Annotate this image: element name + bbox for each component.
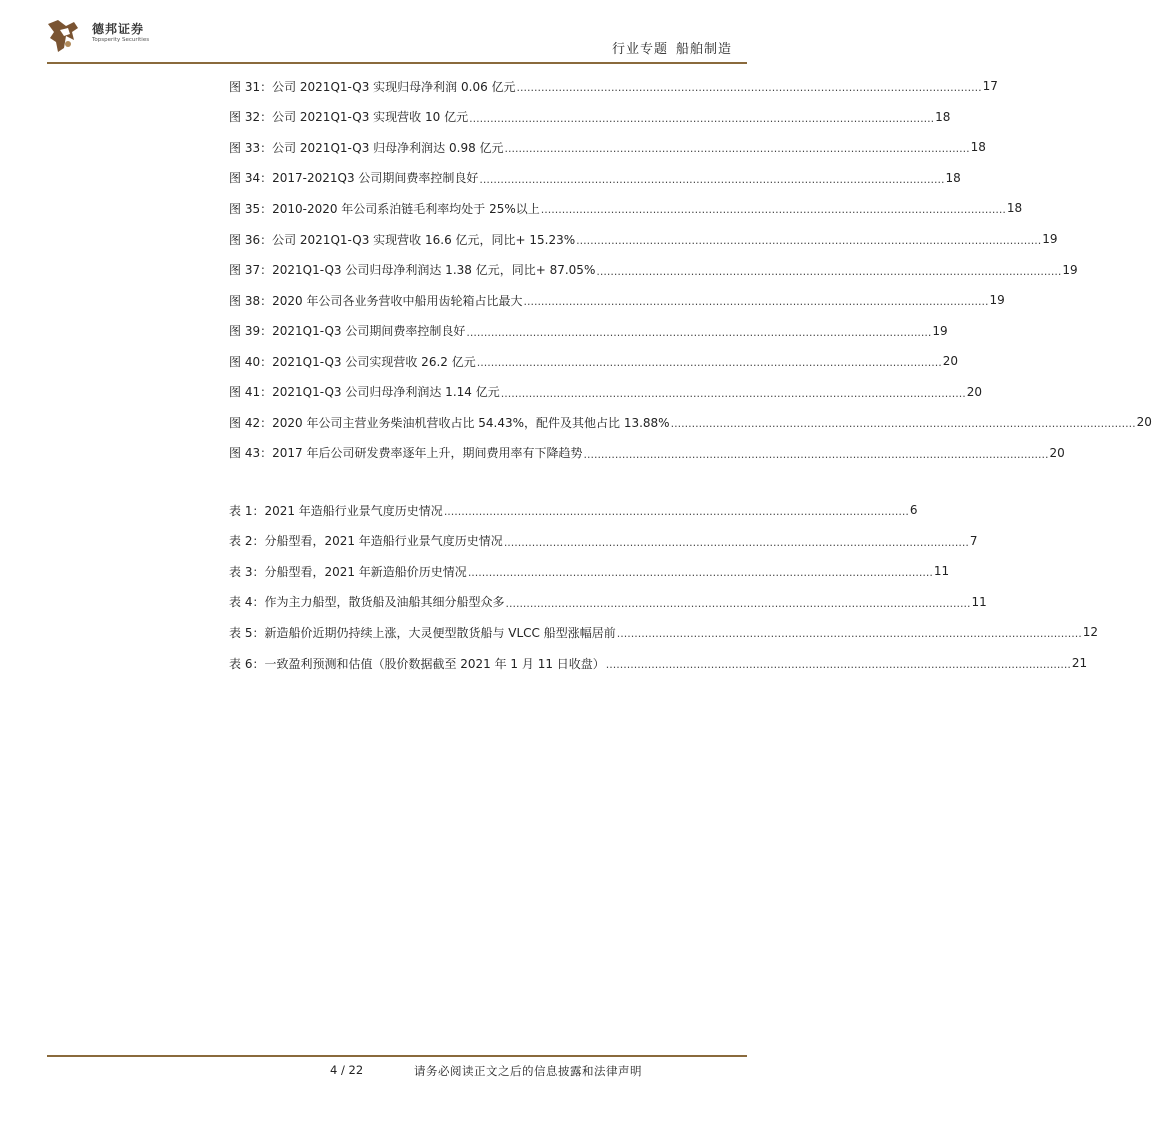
table-page: 12 [1082, 625, 1099, 640]
figure-page: 19 [1062, 262, 1078, 277]
figure-entry[interactable] [229, 376, 983, 407]
figure-title: 图 43：2017 年后公司研发费率逐年上升，期间费用率有下降趋势 [229, 446, 583, 461]
figure-entry[interactable] [229, 407, 1152, 438]
figure-entry[interactable] [229, 132, 986, 163]
figure-title: 图 31：公司 2021Q1-Q3 实现归母净利润 0.06 亿元 [229, 79, 516, 94]
figure-entry[interactable] [229, 254, 1078, 285]
table-entry[interactable] [229, 587, 987, 618]
legal-disclaimer: 请务必阅读正文之后的信息披露和法律声明 [414, 1064, 642, 1078]
leader-dots: ..................................................................................................................................... [505, 596, 971, 610]
table-page: 7 [969, 533, 978, 548]
table-title: 表 3：分船型看，2021 年新造船价历史情况 [229, 564, 467, 579]
figure-title: 图 41：2021Q1-Q3 公司归母净利润达 1.14 亿元 [229, 385, 500, 400]
figure-page: 18 [935, 109, 951, 124]
table-entry[interactable] [229, 617, 1099, 648]
footer-divider [47, 1055, 747, 1057]
figure-entry[interactable] [229, 285, 1005, 316]
table-title: 表 2：分船型看，2021 年造船行业景气度历史情况 [229, 534, 503, 549]
leader-dots: ..................................................................................................................................... [504, 142, 970, 156]
figure-page: 20 [1049, 445, 1065, 460]
leader-dots: ..................................................................................................................................... [503, 535, 969, 549]
figure-title: 图 42：2020 年公司主营业务柴油机营收占比 54.43%，配件及其他占比 13.88% [229, 415, 670, 430]
figure-entry[interactable] [229, 71, 998, 102]
figure-entry[interactable] [229, 224, 1058, 255]
report-category [604, 38, 732, 57]
figure-list [229, 71, 1152, 468]
table-page: 6 [909, 503, 918, 518]
figure-page: 19 [1042, 232, 1058, 246]
figure-title: 图 37：2021Q1-Q3 公司归母净利润达 1.38 亿元，同比+ 87.05% [229, 263, 596, 278]
figure-title: 图 35：2010-2020 年公司系泊链毛利率均处于 25%以上 [229, 201, 540, 216]
table-entry[interactable] [229, 556, 950, 587]
figure-page: 17 [982, 79, 998, 94]
table-title: 表 6：一致盈利预测和估值（股价数据截至 2021 年 1 月 11 日收盘） [229, 656, 605, 671]
figure-title: 图 39：2021Q1-Q3 公司期间费率控制良好 [229, 324, 466, 339]
figure-page: 20 [966, 384, 983, 399]
figure-page: 19 [932, 323, 948, 338]
page-header [0, 0, 793, 70]
category-label: 行业专题 [611, 42, 668, 57]
figure-title: 图 36：公司 2021Q1-Q3 实现营收 16.6 亿元，同比+ 15.23% [229, 232, 576, 247]
figure-title: 图 34：2017-2021Q3 公司期间费率控制良好 [229, 171, 479, 186]
figure-entry[interactable] [229, 438, 1065, 469]
leader-dots: ..................................................................................................................................... [583, 447, 1049, 461]
figure-page: 18 [945, 170, 961, 185]
figure-entry[interactable] [229, 102, 951, 133]
leader-dots: ..................................................................................................................................... [443, 505, 909, 519]
table-title: 表 4：作为主力船型，散货船及油船其细分船型众多 [229, 595, 505, 610]
leader-dots: ..................................................................................................................................... [467, 566, 933, 580]
leader-dots: ..................................................................................................................................... [516, 81, 982, 95]
figure-title: 图 33：公司 2021Q1-Q3 归母净利润达 0.98 亿元 [229, 140, 504, 155]
logo-text-en: Topsperity Securities [92, 37, 150, 43]
company-logo [44, 14, 184, 58]
figure-title: 图 32：公司 2021Q1-Q3 实现营收 10 亿元 [229, 110, 469, 125]
figure-page: 20 [1136, 415, 1152, 430]
logo-icon [44, 16, 84, 56]
table-list [229, 495, 1099, 678]
leader-dots: ..................................................................................................................................... [540, 203, 1006, 217]
leader-dots: ..................................................................................................................................... [523, 295, 989, 309]
figure-entry[interactable] [229, 346, 959, 377]
table-entry[interactable] [229, 495, 918, 526]
figure-title: 图 38：2020 年公司各业务营收中船用齿轮箱占比最大 [229, 293, 523, 308]
page-indicator: 4 / 22 [330, 1063, 364, 1077]
leader-dots: ..................................................................................................................................... [476, 356, 942, 370]
figure-page: 20 [942, 354, 959, 369]
table-title: 表 1：2021 年造船行业景气度历史情况 [229, 503, 443, 518]
header-divider [47, 62, 747, 64]
leader-dots: ..................................................................................................................................... [500, 386, 966, 400]
figure-entry[interactable] [229, 163, 961, 194]
leader-dots: ..................................................................................................................................... [576, 234, 1042, 247]
table-entry[interactable] [229, 526, 978, 557]
table-page: 21 [1071, 656, 1088, 670]
leader-dots: ..................................................................................................................................... [605, 658, 1071, 671]
figure-page: 18 [1006, 201, 1023, 216]
leader-dots: ..................................................................................................................................... [469, 111, 935, 125]
figure-entry[interactable] [229, 315, 948, 346]
leader-dots: ..................................................................................................................................... [616, 627, 1082, 641]
figure-page: 18 [970, 140, 986, 155]
leader-dots: ..................................................................................................................................... [466, 325, 932, 339]
table-entry[interactable] [229, 648, 1088, 679]
leader-dots: ..................................................................................................................................... [479, 172, 945, 186]
table-title: 表 5：新造船价近期仍持续上涨，大灵便型散货船与 VLCC 船型涨幅居前 [229, 625, 616, 640]
figure-page: 19 [989, 293, 1005, 308]
leader-dots: ..................................................................................................................................... [596, 264, 1062, 278]
logo-text-cn: 德邦证券 [92, 22, 145, 36]
industry-label: 船舶制造 [675, 42, 732, 57]
figure-title: 图 40：2021Q1-Q3 公司实现营收 26.2 亿元 [229, 354, 476, 369]
table-page: 11 [971, 594, 987, 609]
table-page: 11 [933, 564, 950, 579]
leader-dots: ..................................................................................................................................... [670, 417, 1136, 431]
figure-entry[interactable] [229, 193, 1023, 224]
